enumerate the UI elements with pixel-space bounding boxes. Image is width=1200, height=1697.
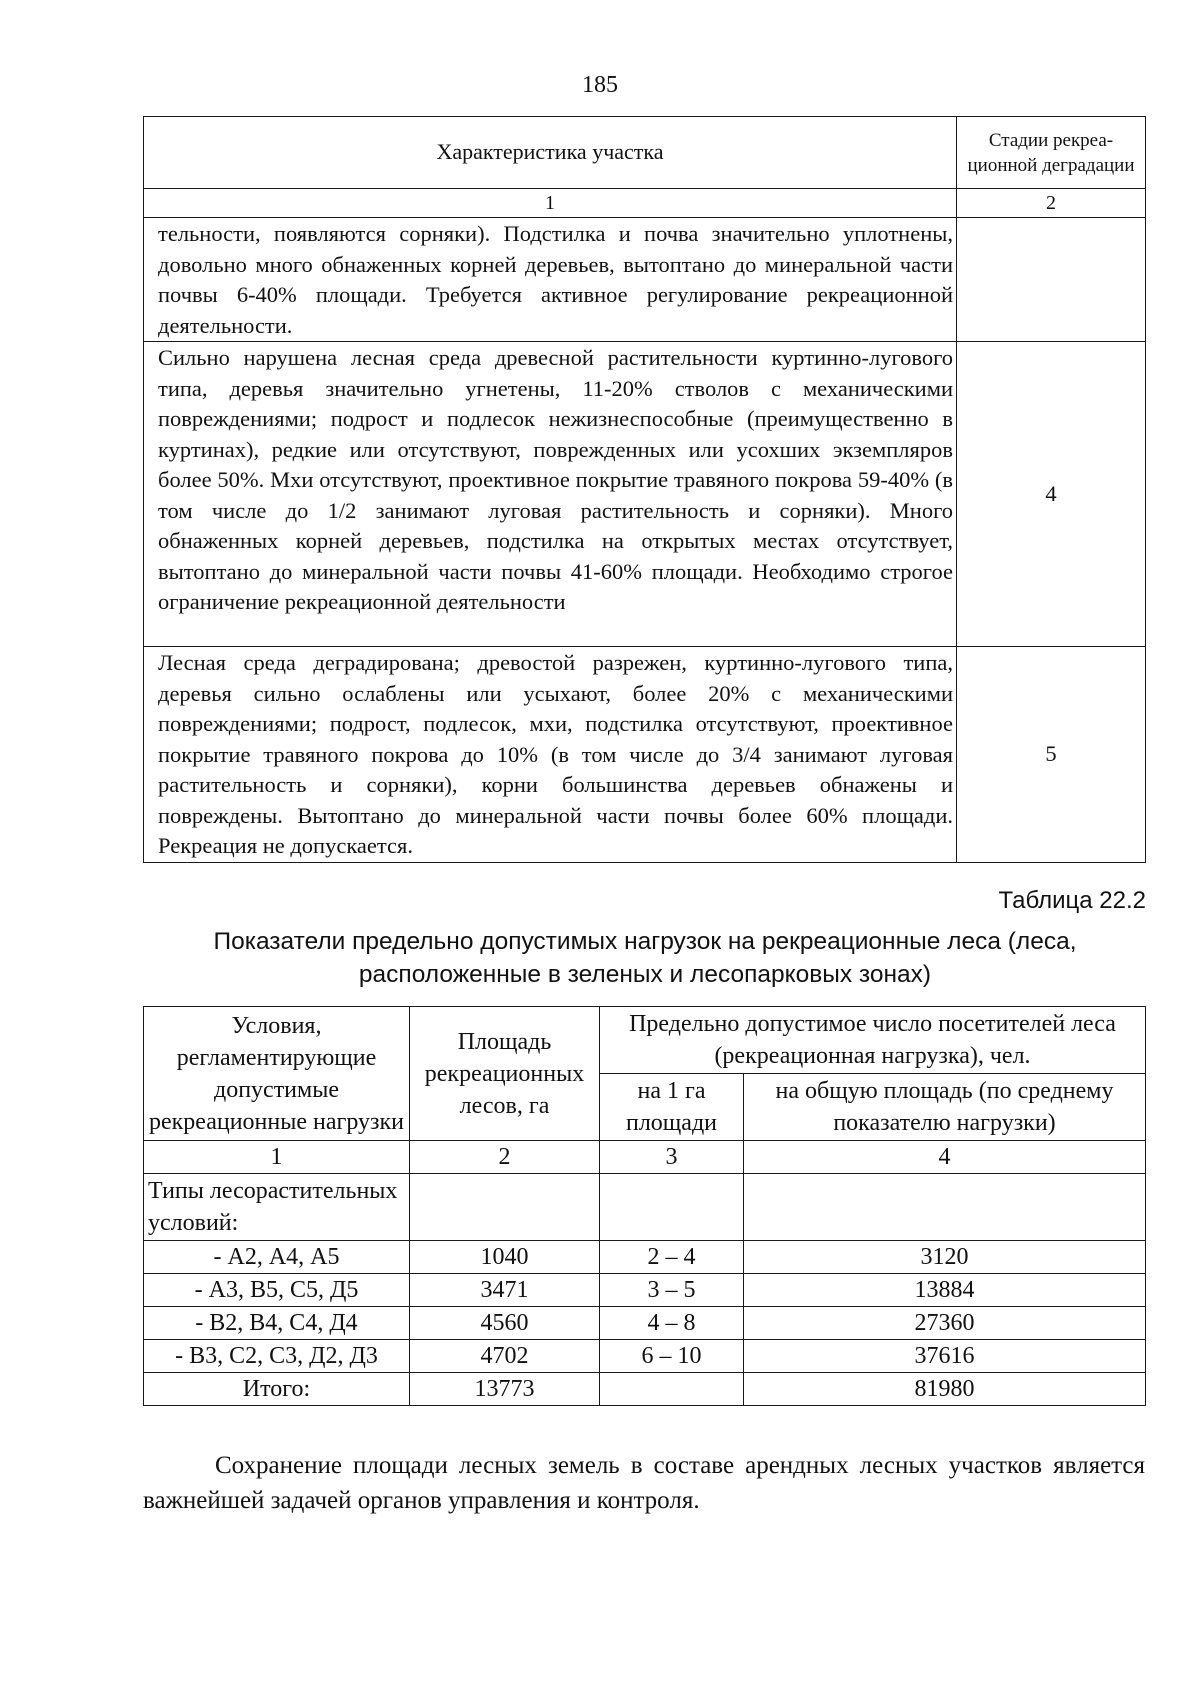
table2-row — [144, 1340, 1146, 1373]
table1-row — [144, 647, 1146, 863]
table2-col-number: 4 — [744, 1141, 1146, 1174]
table2-total-label: Итого: — [144, 1373, 410, 1406]
table2-row-per-ha: 3 – 5 — [600, 1274, 744, 1307]
table2-row-label: - А3, В5, С5, Д5 — [144, 1274, 410, 1307]
table2-total-area: 13773 — [410, 1373, 600, 1406]
table2-row-per-ha: 6 – 10 — [600, 1340, 744, 1373]
body-paragraph — [143, 1448, 1145, 1518]
table2-row-total: 27360 — [744, 1307, 1146, 1340]
table2-total-per-ha — [600, 1373, 744, 1406]
table2-row-total: 3120 — [744, 1241, 1146, 1274]
table2-header-row — [144, 1007, 1146, 1074]
table2-row-label: - А2, А4, А5 — [144, 1241, 410, 1274]
table2-total-total: 81980 — [744, 1373, 1146, 1406]
table2-row — [144, 1274, 1146, 1307]
table2-row — [144, 1241, 1146, 1274]
table1-row — [144, 342, 1146, 647]
table2-header-per-ha: на 1 га площади — [600, 1074, 744, 1141]
table2-row-area: 4702 — [410, 1340, 600, 1373]
recreational-degradation-table — [143, 116, 1146, 863]
table1-header-stages: Стадии рекреа-ционной деградации — [957, 117, 1146, 189]
table2-header-conditions: Условия, регламентирующие допустимые рекреационные нагрузки — [144, 1007, 410, 1141]
table2-group-row — [144, 1174, 1146, 1241]
table2-group-label: Типы лесорастительных условий: — [144, 1174, 410, 1241]
table2-row-per-ha: 2 – 4 — [600, 1241, 744, 1274]
page-number: 185 — [582, 72, 618, 98]
table2-row-area: 4560 — [410, 1307, 600, 1340]
table2-total-row — [144, 1373, 1146, 1406]
table1-row-stage — [957, 218, 1146, 342]
table2-header-total: на общую площадь (по среднему показателю нагрузки) — [744, 1074, 1146, 1141]
table1-row-stage: 5 — [957, 647, 1146, 863]
table2-row-area: 1040 — [410, 1241, 600, 1274]
table1-header-row — [144, 117, 1146, 189]
table2-row-total: 37616 — [744, 1340, 1146, 1373]
table2-col-number: 3 — [600, 1141, 744, 1174]
table2-row-label: - В2, В4, С4, Д4 — [144, 1307, 410, 1340]
table1-row-description: Сильно нарушена лесная среда древесной растительности куртинно-лугового типа, деревья значительно угнетены, 11-20% стволов с механическими повреждениями; подрост и подлесок нежизнеспособные (преимущественно в куртинах), редкие или отсутствуют, поврежденных или усохших экземпляров более 50%. Мхи отсутствуют, проективное покрытие травяного покрова 59-40% (в том числе до 1/2 занимают луговая растительность и сорняки). Много обнаженных корней деревьев, подстилка на открытых местах отсутствует, вытоптано до минеральной части почвы 41-60% площади. Необходимо строгое ограничение рекреационной деятельности — [144, 342, 957, 647]
table1-row — [144, 218, 1146, 342]
body-paragraph-text: Сохранение площади лесных земель в составе арендных лесных участков является важнейшей задачей органов управления и контроля. — [143, 1452, 1145, 1514]
table2-col-number: 2 — [410, 1141, 600, 1174]
table1-col-number: 1 — [144, 189, 957, 218]
table2-row-per-ha: 4 – 8 — [600, 1307, 744, 1340]
table2-row-area: 3471 — [410, 1274, 600, 1307]
table2-header-limit: Предельно допустимое число посетителей леса (рекреационная нагрузка), чел. — [600, 1007, 1146, 1074]
table1-row-description: тельности, появляются сорняки). Подстилка и почва значительно уплотнены, довольно много обнаженных корней деревьев, вытоптано до минеральной части почвы 6-40% площади. Требуется активное регулирование рекреационной деятельности. — [144, 218, 957, 342]
table1-row-description: Лесная среда деградирована; древостой разрежен, куртинно-лугового типа, деревья сильно ослаблены или усыхают, более 20% с механическими повреждениями; подрост, подлесок, мхи, подстилка отсутствуют, проективное покрытие травяного покрова до 10% (в том числе до 3/4 занимают луговая растительность и сорняки), корни большинства деревьев обнажены и повреждены. Вытоптано до минеральной части почвы более 60% площади. Рекреация не допускается. — [144, 647, 957, 863]
table2-row-total: 13884 — [744, 1274, 1146, 1307]
recreational-load-table — [143, 1006, 1146, 1406]
table1-column-numbers-row — [144, 189, 1146, 218]
table2-column-numbers-row — [144, 1141, 1146, 1174]
table1-row-stage: 4 — [957, 342, 1146, 647]
table-label: Таблица 22.2 — [998, 887, 1146, 914]
table2-col-number: 1 — [144, 1141, 410, 1174]
table2-row-label: - В3, С2, С3, Д2, Д3 — [144, 1340, 410, 1373]
table2-row — [144, 1307, 1146, 1340]
table1-col-number: 2 — [957, 189, 1146, 218]
table1-header-characteristic: Характеристика участка — [144, 117, 957, 189]
table-title: Показатели предельно допустимых нагрузок на рекреационные леса (леса, расположенные в зеленых и лесопарковых зонах) — [213, 928, 1077, 988]
table2-header-area: Площадь рекреационных лесов, га — [410, 1007, 600, 1141]
